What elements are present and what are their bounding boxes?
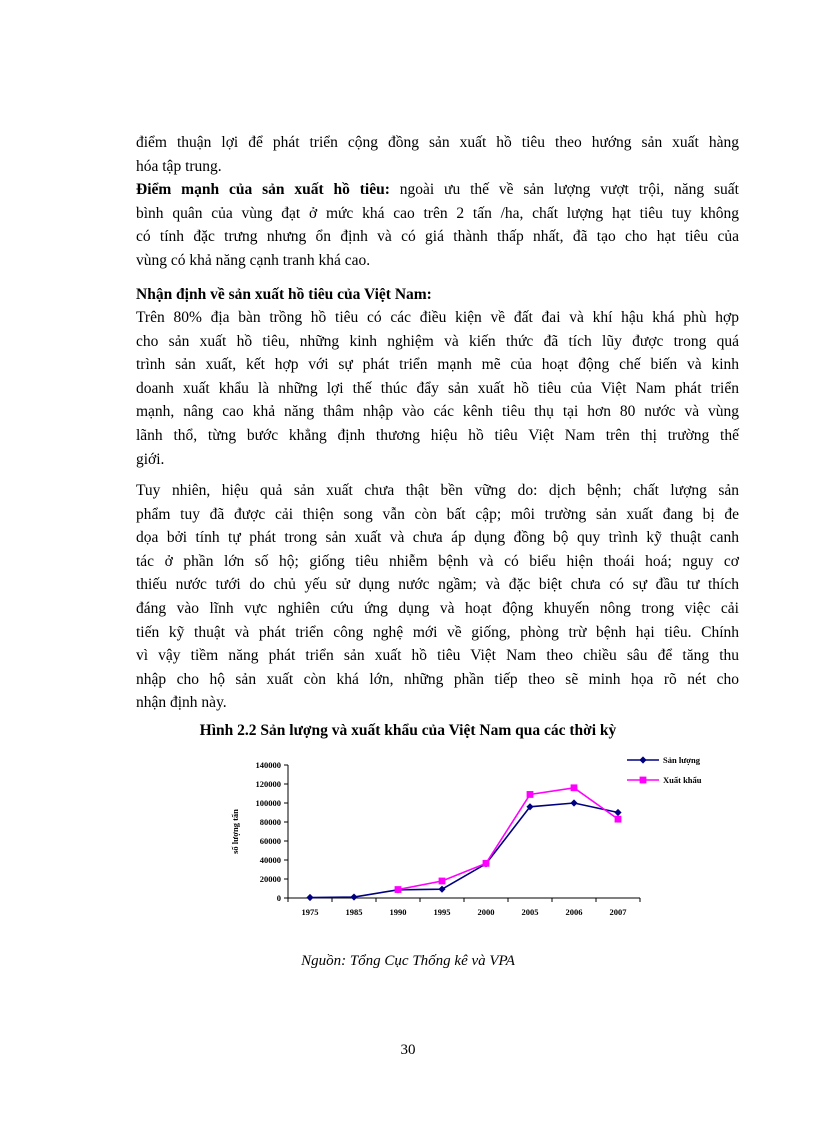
page-number: 30 bbox=[400, 1042, 416, 1058]
y-tick-label: 20000 bbox=[259, 874, 281, 884]
x-tick-label: 2005 bbox=[521, 907, 539, 917]
data-point-production bbox=[306, 894, 313, 901]
data-point-export bbox=[483, 860, 490, 867]
strengths-first-line-rest: ngoài ưu thế về sản lượng vượt trội, năng suất bbox=[389, 181, 739, 198]
text-line: Tuy nhiên, hiệu quả sản xuất chưa thật bền vững do: dịch bệnh; chất lượng sản bbox=[136, 482, 739, 499]
text-line bbox=[136, 178, 739, 202]
section-heading bbox=[136, 283, 739, 307]
legend-marker bbox=[640, 777, 647, 784]
x-tick-label: 2000 bbox=[477, 907, 495, 917]
paragraph-assessment bbox=[136, 306, 739, 471]
x-tick-label: 2006 bbox=[565, 907, 583, 917]
section-heading-text: Nhận định về sản xuất hồ tiêu của Việt Nam: bbox=[136, 286, 432, 303]
x-tick-label: 1975 bbox=[301, 907, 319, 917]
data-point-export bbox=[439, 878, 446, 885]
y-tick-label: 140000 bbox=[255, 760, 281, 770]
y-tick-label: 0 bbox=[276, 893, 281, 903]
text-line: điểm thuận lợi để phát triển cộng đồng sản xuất hồ tiêu theo hướng sản xuất hàng bbox=[136, 134, 739, 151]
legend-label: Xuất khẩu bbox=[663, 775, 702, 785]
text-line: tiến kỹ thuật và phát triển công nghệ mới về giống, phòng trừ bệnh hại tiêu. Chính bbox=[136, 623, 739, 641]
paragraph-intro-continuation bbox=[136, 131, 739, 178]
text-line: giới. bbox=[136, 450, 165, 468]
text-line: hóa tập trung. bbox=[136, 157, 222, 175]
text-line: vì vậy tiềm năng phát triển sản xuất hồ tiêu Việt Nam theo chiều sâu để tăng thu bbox=[136, 647, 739, 665]
x-tick-label: 1990 bbox=[389, 907, 407, 917]
y-tick-label: 100000 bbox=[255, 798, 281, 808]
paragraph-limitations bbox=[136, 479, 739, 715]
text-line: doanh xuất khẩu là những lợi thế thúc đẩy sản xuất hồ tiêu của Việt Nam phát triển bbox=[136, 379, 739, 397]
y-axis-title: số lượng tấn bbox=[230, 809, 240, 854]
series-line-export bbox=[398, 788, 618, 890]
text-line: vùng có khả năng cạnh tranh khá cao. bbox=[136, 251, 371, 269]
text-line: tác ở phần lớn số hộ; giống tiêu nhiễm bệnh và có biểu hiện thoái hoá; nguy cơ bbox=[136, 552, 739, 570]
text-line: nhập cho hộ sản xuất còn khá lớn, những phần tiếp theo sẽ minh họa rõ nét cho bbox=[136, 670, 739, 688]
y-tick-label: 80000 bbox=[259, 817, 281, 827]
paragraph-strengths bbox=[136, 178, 739, 272]
figure-source: Nguồn: Tổng Cục Thống kê và VPA bbox=[301, 953, 515, 969]
text-line: cho sản xuất hồ tiêu, những kinh nghiệm và kiến thức đã tích lũy được trong quá bbox=[136, 332, 739, 350]
x-tick-label: 1995 bbox=[433, 907, 451, 917]
legend-marker bbox=[639, 756, 646, 763]
data-point-export bbox=[395, 886, 402, 893]
text-line: trình sản xuất, kết hợp với sự phát triển mạnh mẽ của hoạt động chế biến và kinh bbox=[136, 356, 739, 374]
figure-title: Hình 2.2 Sản lượng và xuất khẩu của Việt Nam qua các thời kỳ bbox=[199, 722, 617, 739]
text-line: đáng vào lĩnh vực nghiên cứu ứng dụng và hoạt động khuyến nông trong việc cải bbox=[136, 599, 739, 617]
text-line: mạnh, nâng cao khả năng thâm nhập vào các kênh tiêu thụ tại hơn 80 nước và vùng bbox=[136, 403, 739, 421]
data-point-production bbox=[614, 809, 621, 816]
strengths-heading: Điểm mạnh của sản xuất hồ tiêu: bbox=[136, 181, 390, 198]
text-line: lãnh thổ, từng bước khẳng định thương hiệu hồ tiêu Việt Nam trên thị trường thế bbox=[136, 426, 739, 444]
text-line: Trên 80% địa bàn trồng hồ tiêu có các điều kiện về đất đai và khí hậu khá phù hợp bbox=[136, 309, 739, 326]
text-line: bình quân của vùng đạt ở mức khá cao trên 2 tấn /ha, chất lượng hạt tiêu tuy không bbox=[136, 204, 739, 222]
legend-label: Sản lượng bbox=[663, 755, 700, 765]
text-line: phẩm tuy đã được cải thiện song vẫn còn bất cập; môi trường sản xuất đang bị đe bbox=[136, 505, 739, 523]
y-tick-label: 120000 bbox=[255, 779, 281, 789]
text-line: thiếu nước tưới do chủ yếu sử dụng nước ngầm; và đặc biệt chưa có sự đầu tư thích bbox=[136, 576, 739, 594]
data-point-export bbox=[571, 784, 578, 791]
series-line-production bbox=[310, 803, 618, 898]
data-point-production bbox=[438, 886, 445, 893]
data-point-production bbox=[570, 799, 577, 806]
y-tick-label: 60000 bbox=[259, 836, 281, 846]
text-line: nhận định này. bbox=[136, 694, 227, 712]
data-point-export bbox=[527, 791, 534, 798]
text-line: dọa bởi tính tự phát trong sản xuất và chưa áp dụng đồng bộ quy trình kỹ thuật canh bbox=[136, 529, 739, 547]
x-tick-label: 2007 bbox=[609, 907, 627, 917]
line-chart bbox=[210, 752, 730, 927]
text-line: có tính đặc trưng nhưng ổn định và có giá thành thấp nhất, đã tạo cho hạt tiêu của bbox=[136, 228, 739, 246]
data-point-export bbox=[615, 816, 622, 823]
data-point-production bbox=[350, 893, 357, 900]
x-tick-label: 1985 bbox=[345, 907, 363, 917]
y-tick-label: 40000 bbox=[259, 855, 281, 865]
